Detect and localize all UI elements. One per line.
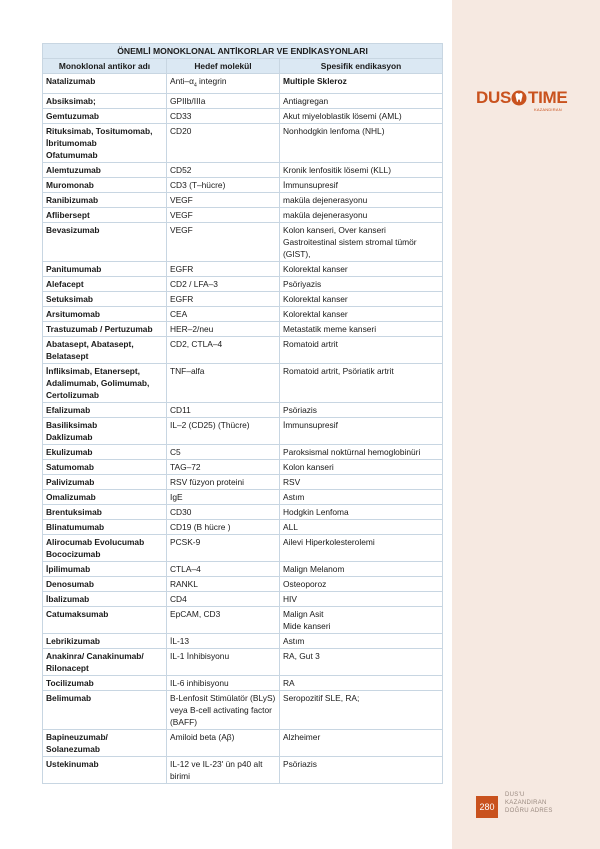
target-text: Anti–α (170, 76, 194, 86)
antibody-name-line: Gemtuzumab (46, 110, 100, 121)
antibody-name (43, 291, 167, 306)
target-molecule (167, 306, 280, 321)
table-row (43, 123, 443, 162)
antibody-name-line: Abatasept, Abatasept, Belatasept (46, 338, 134, 361)
indication (280, 561, 443, 576)
indication-line: Kolorektal kanser (283, 293, 348, 304)
table-row (43, 504, 443, 519)
antibody-name-line: Tocilizumab (46, 677, 94, 688)
antibody-name (43, 306, 167, 321)
target-molecule (167, 261, 280, 276)
indication (280, 489, 443, 504)
indication (280, 207, 443, 222)
indication (280, 336, 443, 363)
indication-line: Psöriyazis (283, 278, 322, 289)
indication-line: İmmunsupresif (283, 179, 338, 190)
target-molecule-line: TAG–72 (170, 461, 201, 472)
table-row (43, 606, 443, 633)
antibody-name-line: Brentuksimab (46, 506, 102, 517)
target-molecule-line: VEGF (170, 209, 193, 220)
table-row (43, 74, 443, 94)
target-molecule (167, 222, 280, 261)
antibody-name (43, 576, 167, 591)
target-molecule-line: CD19 (B hücre ) (170, 521, 231, 532)
target-molecule (167, 162, 280, 177)
target-molecule (167, 336, 280, 363)
antibody-name (43, 192, 167, 207)
antibody-name-line: Basiliksimab (46, 419, 98, 430)
target-molecule (167, 519, 280, 534)
target-molecule-line: PCSK-9 (170, 536, 201, 547)
table-row (43, 459, 443, 474)
indication (280, 417, 443, 444)
logo-text-dus: DUS (476, 88, 511, 107)
antibody-name (43, 162, 167, 177)
indication (280, 123, 443, 162)
target-molecule-line: B-Lenfosit Stimülatör (BLyS) veya B-cell activating factor (BAFF) (170, 692, 276, 727)
antibody-name (43, 474, 167, 489)
indication-line: ALL (283, 521, 298, 532)
table-row (43, 690, 443, 729)
indication-line: Astım (283, 635, 305, 646)
antibody-name-line: Denosumab (46, 578, 94, 589)
indication (280, 444, 443, 459)
antibody-name (43, 417, 167, 444)
indication (280, 591, 443, 606)
antibody-name (43, 534, 167, 561)
antibody-name (43, 648, 167, 675)
indication (280, 459, 443, 474)
target-molecule-line: VEGF (170, 224, 193, 235)
antibody-table (42, 43, 443, 784)
indication-line: Mide kanseri (283, 620, 331, 631)
indication-line: Antiagregan (283, 95, 329, 106)
antibody-name-line: Anakinra/ Canakinumab/ Rilonacept (46, 650, 144, 673)
table-row (43, 444, 443, 459)
antibody-name-line: Panitumumab (46, 263, 102, 274)
indication (280, 474, 443, 489)
target-molecule-line: CD11 (170, 404, 191, 415)
target-molecule (167, 591, 280, 606)
table-row (43, 276, 443, 291)
indication (280, 321, 443, 336)
target-molecule-line: CD3 (T–hücre) (170, 179, 226, 190)
antibody-name-line: Alefacept (46, 278, 84, 289)
table-row (43, 336, 443, 363)
antibody-name-line: Alirocumab Evolucumab Bococizumab (46, 536, 145, 559)
indication (280, 192, 443, 207)
indication (280, 108, 443, 123)
target-molecule-line: C5 (170, 446, 181, 457)
antibody-name (43, 489, 167, 504)
antibody-name: Natalizumab (43, 74, 167, 94)
table-row (43, 648, 443, 675)
target-molecule (167, 606, 280, 633)
table-row (43, 291, 443, 306)
table-row (43, 108, 443, 123)
indication-line: Seropozitif SLE, RA; (283, 692, 360, 703)
target-molecule (167, 675, 280, 690)
indication (280, 291, 443, 306)
target-molecule (167, 276, 280, 291)
antibody-name (43, 177, 167, 192)
antibody-name-line: Bapineuzumab/ Solanezumab (46, 731, 108, 754)
antibody-name (43, 561, 167, 576)
antibody-name-line: Bevasizumab (46, 224, 100, 235)
antibody-name (43, 729, 167, 756)
indication (280, 519, 443, 534)
target-molecule-line: CD33 (170, 110, 192, 121)
target-molecule-line: Amiloid beta (Aβ) (170, 731, 235, 742)
target-molecule (167, 474, 280, 489)
antibody-name (43, 519, 167, 534)
antibody-name-line: Efalizumab (46, 404, 91, 415)
target-molecule (167, 444, 280, 459)
indication-line: Kolon kanseri, Over kanseri (283, 224, 386, 235)
target-molecule (167, 291, 280, 306)
indication (280, 306, 443, 321)
table-row (43, 162, 443, 177)
target-molecule-line: TNF–alfa (170, 365, 205, 376)
target-molecule-line: HER–2/neu (170, 323, 214, 334)
target-molecule (167, 561, 280, 576)
target-molecule (167, 534, 280, 561)
indication-line: Romatoid artrit, Psöriatik artrit (283, 365, 394, 376)
antibody-name-line: Muromonab (46, 179, 94, 190)
target-molecule (167, 576, 280, 591)
indication (280, 261, 443, 276)
target-molecule-line: IL-1 İnhibisyonu (170, 650, 230, 661)
indication-line: Romatoid artrit (283, 338, 338, 349)
antibody-name (43, 276, 167, 291)
target-molecule-line: RANKL (170, 578, 198, 589)
antibody-name-line: Ranibizumab (46, 194, 99, 205)
antibody-name-line: Ofatumumab (46, 149, 98, 160)
antibody-name-line: Belimumab (46, 692, 92, 703)
footer-line: DOĞRU ADRES (505, 808, 553, 814)
target-molecule (167, 93, 280, 108)
table-row (43, 321, 443, 336)
target-molecule (167, 633, 280, 648)
table-row (43, 207, 443, 222)
indication-line: Kolon kanseri (283, 461, 334, 472)
target-molecule (167, 177, 280, 192)
indication-line: Osteoporoz (283, 578, 327, 589)
table-row (43, 363, 443, 402)
antibody-name (43, 756, 167, 783)
indication-line: HIV (283, 593, 297, 604)
indication-line: Kronik lenfositik lösemi (KLL) (283, 164, 391, 175)
antibody-name-line: Catumaksumab (46, 608, 109, 619)
antibody-name-line: Omalizumab (46, 491, 96, 502)
logo-text-time: TIME (528, 88, 568, 107)
target-molecule (167, 192, 280, 207)
target-molecule-line: IL-12 ve IL-23' ün p40 alt birimi (170, 758, 263, 781)
right-sidebar (452, 0, 600, 849)
indication (280, 534, 443, 561)
indication-line: Malign Melanom (283, 563, 345, 574)
footer-slogan (505, 791, 553, 815)
indication-line: Kolorektal kanser (283, 263, 348, 274)
antibody-name (43, 207, 167, 222)
target-molecule (167, 648, 280, 675)
antibody-name-line: Blinatumumab (46, 521, 105, 532)
target-molecule-line: CD30 (170, 506, 192, 517)
antibody-name-line: Alemtuzumab (46, 164, 101, 175)
indication-line: RSV (283, 476, 301, 487)
target-molecule-line: CTLA–4 (170, 563, 201, 574)
target-molecule-line: CD4 (170, 593, 187, 604)
table-title: ÖNEMLİ MONOKLONAL ANTİKORLAR VE ENDİKASYONLARI (43, 44, 443, 59)
target-molecule (167, 729, 280, 756)
dustime-logo (476, 88, 566, 114)
antibody-name-line: Ustekinumab (46, 758, 99, 769)
antibody-name-line: Rituksimab, Tositumomab, İbritumomab (46, 125, 153, 148)
target-molecule-line: VEGF (170, 194, 193, 205)
logo-subtext: KAZANDIRAN (534, 107, 562, 112)
target-molecule-line: EGFR (170, 293, 194, 304)
target-molecule-line: IgE (170, 491, 183, 502)
indication-line: Astım (283, 491, 305, 502)
target-molecule-line: IL–2 (CD25) (Thücre) (170, 419, 250, 430)
table-row (43, 222, 443, 261)
target-molecule (167, 489, 280, 504)
table-row (43, 633, 443, 648)
target-molecule-line: İL-13 (170, 635, 190, 646)
indication-line: Psöriazis (283, 404, 317, 415)
target-molecule (167, 123, 280, 162)
indication (280, 276, 443, 291)
target-molecule (167, 690, 280, 729)
indication-line: Psöriazis (283, 758, 317, 769)
indication-line: Nonhodgkin lenfoma (NHL) (283, 125, 385, 136)
indication-line: maküla dejenerasyonu (283, 194, 368, 205)
indication (280, 633, 443, 648)
table-body (43, 74, 443, 784)
antibody-name (43, 336, 167, 363)
indication (280, 222, 443, 261)
table-row (43, 474, 443, 489)
table-row (43, 489, 443, 504)
indication (280, 93, 443, 108)
target-molecule-line: GPIIb/IIIa (170, 95, 206, 106)
indication-line: Alzheimer (283, 731, 321, 742)
indication-line: Paroksismal noktürnal hemoglobinüri (283, 446, 421, 457)
table-row (43, 756, 443, 783)
antibody-name-line: Arsitumomab (46, 308, 100, 319)
target-molecule-line: CD2 / LFA–3 (170, 278, 218, 289)
antibody-name-line: Daklizumab (46, 431, 93, 442)
antibody-name-line: Aflibersept (46, 209, 90, 220)
target-molecule (167, 363, 280, 402)
indication (280, 177, 443, 192)
indication (280, 402, 443, 417)
antibody-name-line: İpilimumab (46, 563, 91, 574)
target-molecule (167, 74, 280, 94)
target-molecule-line: IL-6 inhibisyonu (170, 677, 229, 688)
target-molecule (167, 417, 280, 444)
indication: Multiple Skleroz (280, 74, 443, 94)
page-number: 280 (476, 796, 498, 818)
antibody-name (43, 222, 167, 261)
antibody-table-container (42, 43, 442, 784)
indication-line: Ailevi Hiperkolesterolemi (283, 536, 375, 547)
antibody-name (43, 504, 167, 519)
indication-line: RA (283, 677, 295, 688)
table-row (43, 402, 443, 417)
table-row (43, 591, 443, 606)
indication (280, 648, 443, 675)
antibody-name (43, 459, 167, 474)
antibody-name (43, 321, 167, 336)
antibody-name (43, 606, 167, 633)
indication-line: Malign Asit (283, 608, 324, 619)
table-row (43, 534, 443, 561)
table-row (43, 261, 443, 276)
indication (280, 729, 443, 756)
antibody-name-line: Absiksimab; (46, 95, 96, 106)
target-subscript: 4 (193, 82, 197, 89)
antibody-name (43, 444, 167, 459)
table-row (43, 519, 443, 534)
target-molecule-line: CD2, CTLA–4 (170, 338, 223, 349)
target-molecule (167, 207, 280, 222)
antibody-name (43, 402, 167, 417)
footer-line: DUS'U (505, 792, 525, 798)
antibody-name (43, 93, 167, 108)
table-row (43, 675, 443, 690)
indication-line: Metastatik meme kanseri (283, 323, 377, 334)
indication-line: Kolorektal kanser (283, 308, 348, 319)
indication (280, 162, 443, 177)
target-molecule (167, 402, 280, 417)
target-text: integrin (196, 76, 227, 86)
antibody-name (43, 633, 167, 648)
header-indication: Spesifik endikasyon (280, 59, 443, 74)
antibody-name-line: İbalizumab (46, 593, 90, 604)
header-antibody-name: Monoklonal antikor adı (43, 59, 167, 74)
target-molecule-line: CD52 (170, 164, 192, 175)
antibody-name (43, 675, 167, 690)
indication (280, 504, 443, 519)
tooth-icon (511, 89, 527, 107)
target-molecule (167, 108, 280, 123)
table-row (43, 93, 443, 108)
target-molecule (167, 321, 280, 336)
antibody-name (43, 123, 167, 162)
indication (280, 690, 443, 729)
antibody-name (43, 363, 167, 402)
table-row (43, 417, 443, 444)
antibody-name-line: İnfliksimab, Etanersept, Adalimumab, Golimumab, Certolizumab (46, 365, 150, 400)
indication-line: RA, Gut 3 (283, 650, 320, 661)
indication-line: Gastroitestinal sistem stromal tümör (GIST), (283, 236, 417, 259)
indication-line: maküla dejenerasyonu (283, 209, 368, 220)
antibody-name (43, 690, 167, 729)
table-row (43, 177, 443, 192)
antibody-name-line: Palivizumab (46, 476, 95, 487)
target-molecule-line: CD20 (170, 125, 192, 136)
header-target-molecule: Hedef molekül (167, 59, 280, 74)
indication (280, 363, 443, 402)
table-row (43, 306, 443, 321)
antibody-name-line: Setuksimab (46, 293, 94, 304)
target-molecule (167, 459, 280, 474)
target-molecule-line: CEA (170, 308, 188, 319)
antibody-name (43, 591, 167, 606)
antibody-name-line: Lebrikizumab (46, 635, 100, 646)
table-row (43, 561, 443, 576)
indication-line: Hodgkin Lenfoma (283, 506, 349, 517)
target-molecule-line: EpCAM, CD3 (170, 608, 221, 619)
footer-line: KAZANDIRAN (505, 800, 547, 806)
indication-line: İmmunsupresif (283, 419, 338, 430)
target-molecule-line: EGFR (170, 263, 194, 274)
target-molecule (167, 756, 280, 783)
antibody-name (43, 108, 167, 123)
indication-line: Akut miyeloblastik lösemi (AML) (283, 110, 402, 121)
indication (280, 576, 443, 591)
table-row (43, 192, 443, 207)
table-row (43, 576, 443, 591)
indication (280, 756, 443, 783)
indication (280, 606, 443, 633)
antibody-name-line: Ekulizumab (46, 446, 93, 457)
target-molecule (167, 504, 280, 519)
antibody-name (43, 261, 167, 276)
antibody-name-line: Trastuzumab / Pertuzumab (46, 323, 153, 334)
table-row (43, 729, 443, 756)
antibody-name-line: Satumomab (46, 461, 94, 472)
target-molecule-line: RSV füzyon proteini (170, 476, 245, 487)
indication (280, 675, 443, 690)
